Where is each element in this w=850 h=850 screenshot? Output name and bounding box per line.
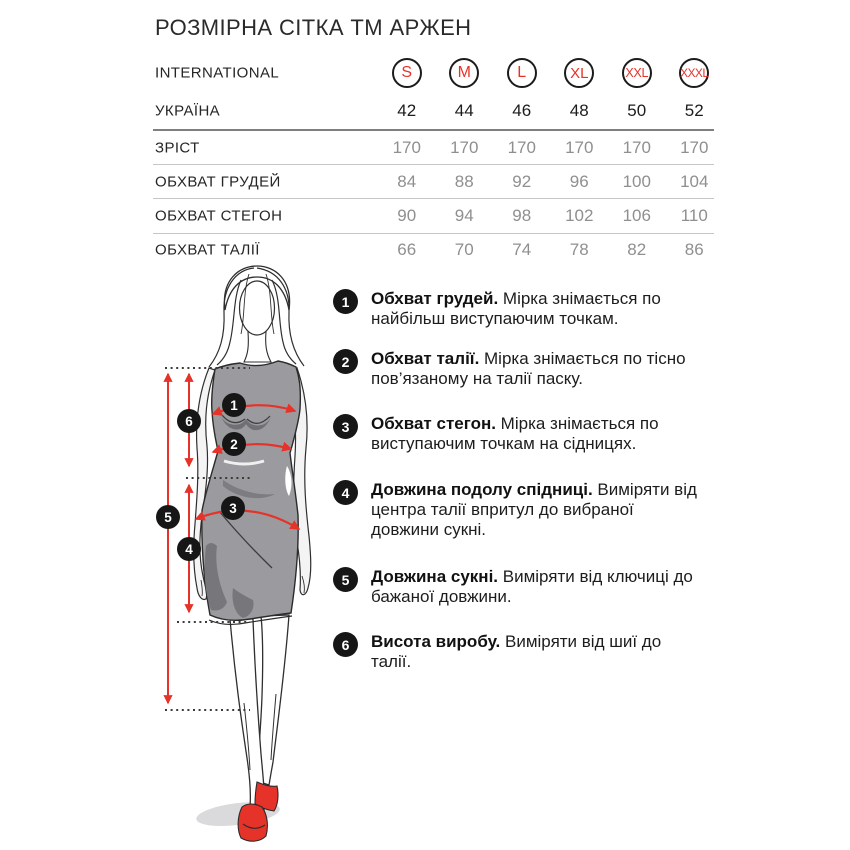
cell-value: 100 — [622, 171, 651, 191]
cell-value: 96 — [569, 171, 589, 191]
size-circle-s: S — [392, 58, 422, 88]
cell-value: 170 — [622, 137, 651, 157]
cell-value: 66 — [397, 240, 417, 260]
cell-value: 94 — [454, 205, 474, 225]
svg-text:2: 2 — [230, 436, 238, 452]
badge-5 — [156, 505, 180, 529]
measure-desc: Мірка знімається по найбільш виступаючим точкам. — [371, 289, 661, 328]
badge-6 — [177, 409, 201, 433]
measure-item — [333, 349, 725, 389]
ua-size-value: 44 — [454, 100, 474, 120]
badge-3 — [221, 496, 245, 520]
row-label: ОБХВАТ ТАЛІЇ — [155, 241, 260, 259]
measure-text — [371, 289, 706, 329]
measure-text — [371, 414, 706, 454]
measure-item — [333, 414, 725, 454]
ua-size-value: 48 — [569, 100, 589, 120]
ua-size-value: 52 — [684, 100, 704, 120]
cell-value: 88 — [454, 171, 474, 191]
row-label: ЗРІСТ — [155, 139, 200, 157]
measure-term: Висота виробу. — [371, 632, 501, 651]
svg-text:5: 5 — [164, 509, 172, 525]
cell-value: 104 — [680, 171, 709, 191]
svg-text:3: 3 — [229, 500, 237, 516]
measure-term: Обхват талії. — [371, 349, 480, 368]
measure-item — [333, 480, 725, 540]
size-circle-xxxl: XXXL — [679, 58, 709, 88]
size-circle-xl: XL — [564, 58, 594, 88]
measure-text — [371, 567, 706, 607]
measurement-list — [333, 0, 733, 850]
cell-value: 110 — [680, 205, 708, 225]
measure-bullet: 2 — [333, 349, 358, 374]
size-circle-xxl: XXL — [622, 58, 652, 88]
measure-item — [333, 632, 725, 672]
measure-bullet: 1 — [333, 289, 358, 314]
badge-1 — [222, 393, 246, 417]
cell-value: 82 — [627, 240, 647, 260]
svg-text:1: 1 — [230, 397, 238, 413]
measure-bullet: 4 — [333, 480, 358, 505]
badge-2 — [222, 432, 246, 456]
measure-bullet: 5 — [333, 567, 358, 592]
cell-value: 170 — [450, 137, 479, 157]
measure-term: Довжина сукні. — [371, 567, 499, 586]
ua-size-value: 42 — [397, 100, 417, 120]
measure-term: Обхват грудей. — [371, 289, 499, 308]
size-circle-l: L — [507, 58, 537, 88]
svg-text:4: 4 — [185, 541, 193, 557]
measure-desc: Виміряти від ключиці до бажаної довжини. — [371, 567, 693, 606]
measure-bullet: 3 — [333, 414, 358, 439]
page-title: РОЗМІРНА СІТКА ТМ АРЖЕН — [155, 15, 472, 40]
measure-term: Обхват стегон. — [371, 414, 496, 433]
measure-text — [371, 632, 706, 672]
measurement-figure — [145, 258, 340, 850]
measure-item — [333, 567, 725, 607]
measure-bullet: 6 — [333, 632, 358, 657]
measure-desc: Виміряти від центра талії впритул до вибраної довжини сукні. — [371, 480, 697, 539]
cell-value: 98 — [512, 205, 532, 225]
measure-desc: Виміряти від шиї до талії. — [371, 632, 662, 671]
row-label: УКРАЇНА — [155, 102, 221, 119]
cell-value: 170 — [565, 137, 594, 157]
cell-value: 170 — [680, 137, 709, 157]
cell-value: 84 — [397, 171, 417, 191]
cell-value: 170 — [507, 137, 536, 157]
cell-value: 102 — [565, 205, 594, 225]
badge-4 — [177, 537, 201, 561]
cell-value: 70 — [454, 240, 474, 260]
row-label: ОБХВАТ ГРУДЕЙ — [155, 173, 281, 191]
measure-text — [371, 480, 706, 540]
cell-value: 106 — [622, 205, 651, 225]
size-circle-m: M — [449, 58, 479, 88]
figure-legs — [230, 615, 289, 810]
ua-size-value: 50 — [627, 100, 647, 120]
measure-desc: Мірка знімається по тісно пов’язаному на талії паску. — [371, 349, 686, 388]
measure-text — [371, 349, 706, 389]
cell-value: 86 — [684, 240, 704, 260]
ua-size-value: 46 — [512, 100, 532, 120]
measure-item — [333, 289, 725, 329]
svg-text:6: 6 — [185, 413, 193, 429]
row-label: INTERNATIONAL — [155, 64, 280, 82]
cell-value: 78 — [569, 240, 589, 260]
figure-dress — [202, 361, 301, 624]
measure-desc: Мірка знімається по виступаючим точкам на сідницях. — [371, 414, 659, 453]
cell-value: 74 — [512, 240, 532, 260]
cell-value: 90 — [397, 205, 417, 225]
measure-term: Довжина подолу спідниці. — [371, 480, 593, 499]
figure-head — [209, 266, 304, 367]
cell-value: 170 — [392, 137, 421, 157]
row-label: ОБХВАТ СТЕГОН — [155, 207, 283, 225]
cell-value: 92 — [512, 171, 532, 191]
